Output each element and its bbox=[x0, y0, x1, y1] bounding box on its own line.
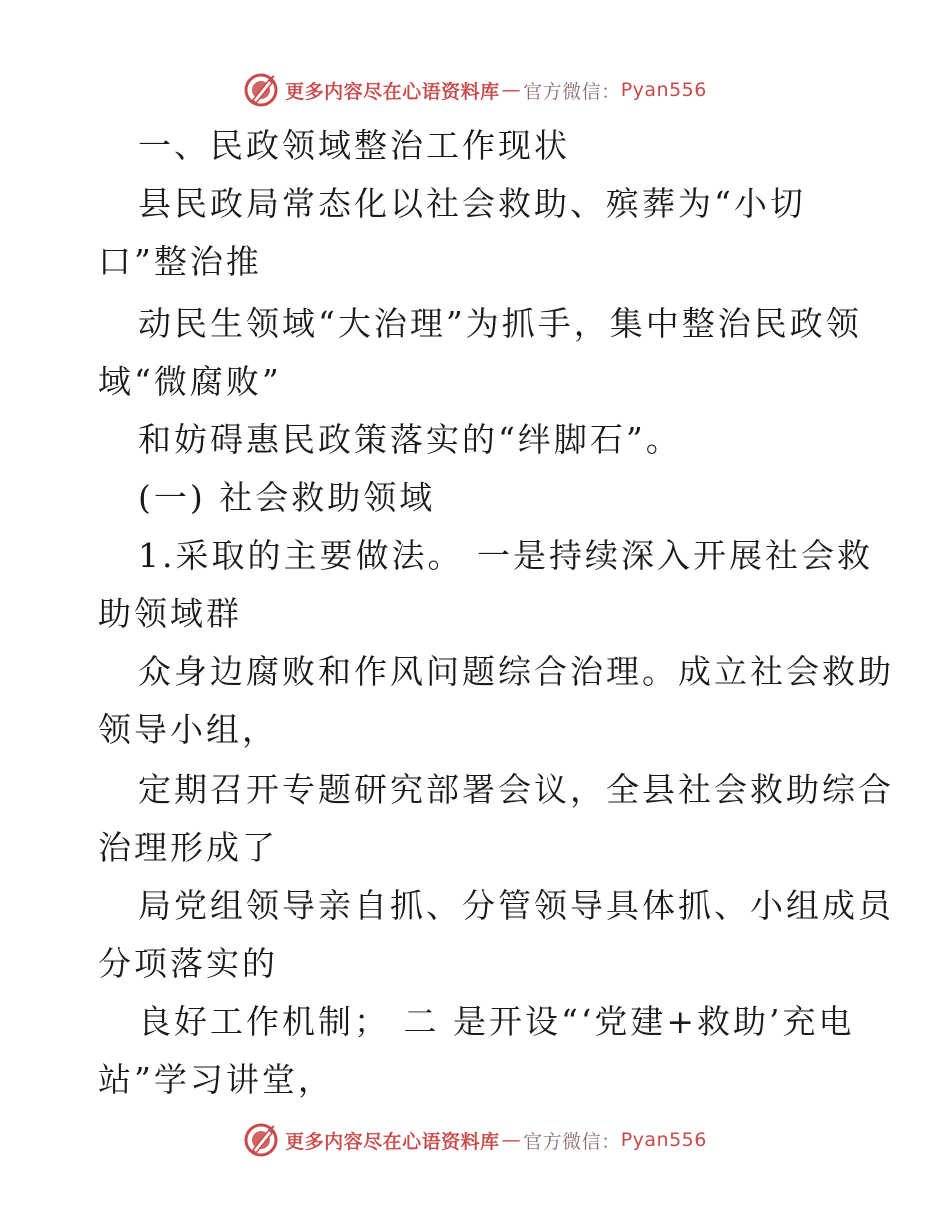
watermark-brand: 更多内容尽在心语资料库 bbox=[285, 80, 500, 103]
watermark-brand: 更多内容尽在心语资料库 bbox=[285, 1130, 500, 1153]
paragraph-line: 口”整治推 bbox=[98, 242, 262, 281]
pen-logo-icon bbox=[243, 1122, 279, 1158]
paragraph-line: 定期召开专题研究部署会议，全县社会救助综合 bbox=[138, 770, 894, 809]
pen-logo-icon bbox=[243, 72, 279, 108]
paragraph-line: 分项落实的 bbox=[98, 944, 278, 983]
watermark-label: 官方微信： bbox=[523, 1130, 621, 1153]
watermark-footer bbox=[0, 1120, 950, 1160]
paragraph-line: 治理形成了 bbox=[98, 828, 278, 867]
watermark-header bbox=[0, 70, 950, 110]
watermark-dash: — bbox=[501, 1129, 522, 1151]
subsection-heading: (一) 社会救助领域 bbox=[138, 478, 436, 517]
watermark-label: 官方微信： bbox=[523, 80, 621, 103]
watermark-wechat-id: Pyan556 bbox=[620, 1129, 707, 1151]
section-heading: 一、民政领域整治工作现状 bbox=[138, 126, 570, 165]
watermark-wechat-id: Pyan556 bbox=[620, 79, 707, 101]
paragraph-line: 良好工作机制； 二 是开设“‘党建+救助’充电 bbox=[138, 1002, 855, 1041]
paragraph-line: 域“微腐败” bbox=[98, 362, 282, 401]
paragraph-line: 1.采取的主要做法。 一是持续深入开展社会救 bbox=[138, 536, 873, 575]
paragraph-line: 助领域群 bbox=[98, 594, 242, 633]
paragraph-line: 动民生领域“大治理”为抓手，集中整治民政领 bbox=[138, 304, 862, 343]
paragraph-line: 局党组领导亲自抓、分管领导具体抓、小组成员 bbox=[138, 886, 894, 925]
paragraph-line: 众身边腐败和作风问题综合治理。成立社会救助 bbox=[138, 652, 894, 691]
paragraph-line: 站”学习讲堂， bbox=[98, 1060, 334, 1099]
paragraph-line: 和妨碍惠民政策落实的“绊脚石”。 bbox=[138, 420, 682, 459]
watermark-dash: — bbox=[501, 79, 522, 101]
paragraph-line: 领导小组， bbox=[98, 710, 278, 749]
paragraph-line: 县民政局常态化以社会救助、殡葬为“小切 bbox=[138, 184, 806, 223]
